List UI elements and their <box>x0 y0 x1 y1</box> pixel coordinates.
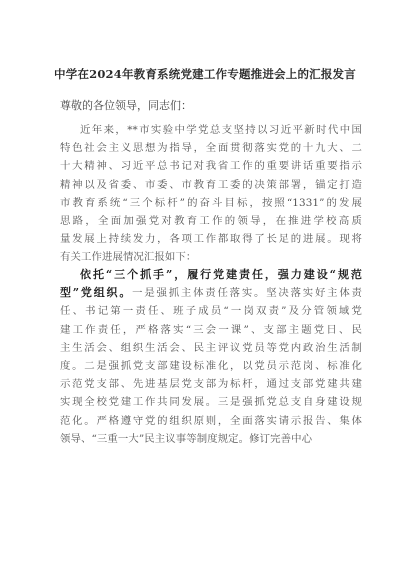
text-line: 任、书记第一责任、班子成员“一岗双责”及分管领域党 <box>60 305 362 318</box>
text-line: 特色社会主义思想为指导，全面贯彻落实党的十九大、二 <box>60 142 362 155</box>
text-line: 有关工作进展情况汇报如下： <box>60 251 197 264</box>
text-line: 精神以及省委、市委、市教育工委的决策部署，锚定打造 <box>60 178 362 191</box>
paragraph-intro <box>60 121 362 267</box>
salutation: 尊敬的各位领导，同志们： <box>60 99 192 112</box>
text-line <box>60 284 362 302</box>
text-fragment: 一是强抓主体责任落实。坚决落实好主体责 <box>132 287 362 300</box>
text-line: 量发展上持续发力，各项工作都取得了长足的进展。现将 <box>60 233 362 246</box>
text-line <box>60 266 362 284</box>
text-line: 实现全校党建工作共同发展。三是强抓党总支自身建设规 <box>60 396 362 409</box>
text-line: 范化。严格遵守党的组织原则，全面落实请示报告、集体 <box>60 414 362 427</box>
document-title: 中学在2024年教育系统党建工作专题推进会上的汇报发言 <box>54 67 356 81</box>
text-line: 度。二是强抓党支部建设标准化，以党员示范岗、标准化 <box>60 359 362 372</box>
text-line: 市教育系统“三个标杆”的奋斗目标，按照“1331”的发展 <box>60 196 362 209</box>
text-line: 十大精神、习近平总书记对我省工作的重要讲话重要指示 <box>60 160 362 173</box>
text-line: 近年来，**市实验中学党总支坚持以习近平新时代中国 <box>80 124 362 136</box>
paragraph-party-building <box>60 266 362 448</box>
text-line: 示范党支部、先进基层党支部为标杆，通过支部党建共建 <box>60 378 362 391</box>
text-line: 建工作责任，严格落实“三会一课”、支部主题党日、民 <box>60 323 362 336</box>
text-line: 思路，全面加强党对教育工作的领导，在推进学校高质 <box>60 214 362 227</box>
text-line: 领导、“三重一大”民主议事等制度规定。修订完善中心 <box>60 432 313 445</box>
section-heading-continued: 型”党组织。 <box>60 286 133 300</box>
section-heading: 依托“三个抓手”，履行党建责任，强力建设“规范 <box>80 268 362 281</box>
text-line: 主生活会、组织生活会、民主评议党员等党内政治生活制 <box>60 341 362 354</box>
